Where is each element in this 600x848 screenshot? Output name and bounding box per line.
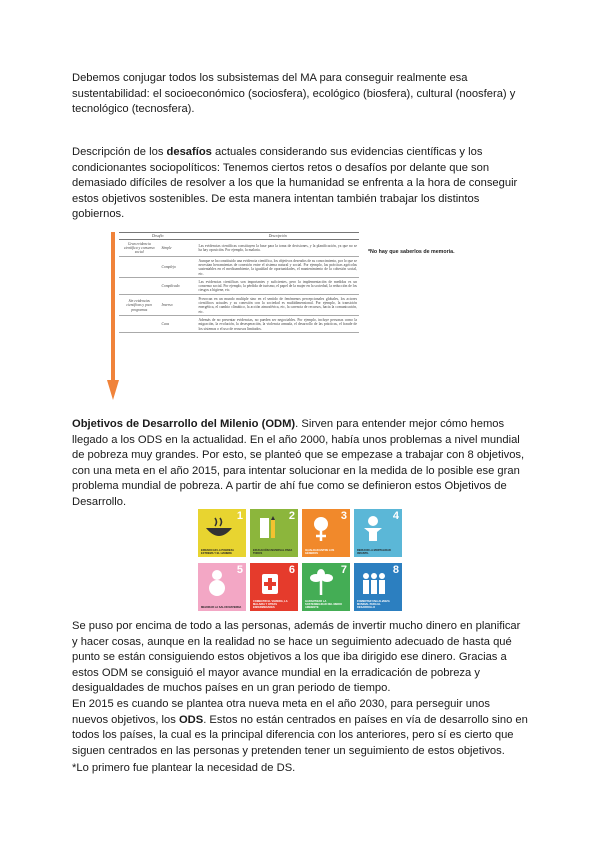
mdg-heading: Objetivos de Desarrollo del Milenio (ODM) <box>72 418 296 430</box>
mdg-goal-tile <box>250 563 298 611</box>
group-cell <box>119 257 160 278</box>
goal-label: EDUCACIÓN UNIVERSAL PARA TODOS <box>253 549 293 555</box>
goal-number: 5 <box>236 564 243 576</box>
description-cell: Aunque se ha constituido una evidencia científica, los objetivos deseados de su conocimiento, por lo que se necesitan herramientas de conexión entre el sistema natural y social. Por ejemplo, las prácticas agrícolas sustentables en el medioambiente, la igualdad de oportunidades, el mantenimiento de la cohesión social, etc. <box>196 257 359 278</box>
type-cell: Complejo <box>160 257 197 278</box>
group-cell: Gran evidencia científica y consenso social <box>119 240 160 257</box>
description-cell: Provocan en un mundo multiple sino en el sentido de fenómenos percepcionales globales, los actores científicos actuales y su conexión con la sociedad es multidimensional. Por ejemplo, la transición energética, el cambio climático, la acción atmosférica, etc, la carencia de recursos, hacia la comunicación, etc. <box>196 295 359 316</box>
type-cell: Simple <box>160 240 197 257</box>
footnote-paragraph <box>72 761 528 777</box>
people-icon <box>358 568 392 598</box>
table-row <box>119 257 359 278</box>
goal-number: 4 <box>392 510 399 522</box>
table-row <box>119 295 359 316</box>
challenges-keyword: desafíos <box>166 146 212 158</box>
goal-label: ERRADICAR LA POBREZA EXTREMA Y EL HAMBRE <box>201 549 234 555</box>
mdg-goal-tile <box>302 509 350 557</box>
mdg-goal-tile <box>250 509 298 557</box>
mdg-goal-tile <box>302 563 350 611</box>
group-cell <box>119 316 160 333</box>
goal-number: 3 <box>340 510 347 522</box>
mdg-paragraph <box>72 417 528 511</box>
goal-label: GARANTIZAR LA SOSTENIBILIDAD DEL MEDIO AMBIENTE <box>305 600 342 609</box>
mdg-goal-tile <box>198 509 246 557</box>
mdg-goal-tile <box>354 563 402 611</box>
side-note: *No hay que saberlos de memoria. <box>368 249 455 255</box>
description-cell: Además de no presentar evidencias, no pueden ser negociables. Por ejemplo, incluye personas como la migración, la evolución, la desesperación, la violencia armada, el desarrollo de las prácticas, el fraude de los sistemas o el uso de recursos limitados. <box>196 316 359 333</box>
group-cell: Sin evidencias científicas y poco programas <box>119 295 160 316</box>
type-cell: Inverso <box>160 295 197 316</box>
type-cell: Caos <box>160 316 197 333</box>
group-cell <box>119 278 160 295</box>
bowl-icon <box>202 514 236 544</box>
description-cell: Las evidencias científicas son importantes y suficientes, pero la implementación de medidas es un consenso social. Por ejemplo, la pérdida de turismo, el papel de la mujer en la sociedad, la reducción de los riesgos a higiene, etc. <box>196 278 359 295</box>
table-row <box>119 278 359 295</box>
goal-number: 8 <box>392 564 399 576</box>
mdg-text: . Sirven para entender mejor cómo hemos llegado a los ODS en la actualidad. En el año 2000, había unos problemas a nivel mundial de pobreza muy grandes. Por esto, se planteó que se empezase a trabajar con 8 objetivos, con una meta en el año 2015, para intentar solucionar en la medida de lo posible ese gran problema mundial de pobreza. A partir de ahí fue como se definieron estos Objetivos de Desarrollo. <box>72 418 525 508</box>
intro-paragraph <box>72 71 528 118</box>
challenges-figure <box>107 230 359 402</box>
goal-label: FOMENTAR UNA ALIANZA MUNDIAL PARA EL DESARROLLO <box>357 600 390 609</box>
table-header-challenge: Desafío <box>119 233 196 240</box>
mdg-goal-tile <box>354 509 402 557</box>
child-icon <box>358 514 392 544</box>
challenges-pre: Descripción de los <box>72 146 167 158</box>
leaf-icon <box>306 568 340 598</box>
goal-number: 1 <box>236 510 243 522</box>
female-icon <box>306 514 340 544</box>
mdg-goal-tile <box>198 563 246 611</box>
challenges-post: actuales considerando sus evidencias científicas y los condicionantes sociopolíticos: Tenemos ciertos retos o desafíos por delante que son demasiado difíciles de resolver a los que la humanidad se enfrenta a la hora de conseguir estos objetivos sostenibles. De esta manera intentan también trabajar los distintos gobiernos. <box>72 146 518 221</box>
goal-label: MEJORAR LA SALUD MATERNA <box>201 606 242 609</box>
book-icon <box>254 514 288 544</box>
down-arrow-icon <box>107 230 119 402</box>
table-row <box>119 240 359 257</box>
table-row <box>119 316 359 333</box>
goal-number: 7 <box>340 564 347 576</box>
goal-label: REDUCIR LA MORTALIDAD INFANTIL <box>357 549 391 555</box>
ods-keyword: ODS <box>178 713 204 726</box>
results-paragraph <box>72 619 528 759</box>
footnote-text: *Lo primero fue plantear la necesidad de DS. <box>72 762 296 774</box>
goal-number: 2 <box>288 510 295 522</box>
description-cell: Las evidencias científicas constituyen la base para la toma de decisiones, y la planificación, ya que no se ha hay oposición. Por ejemplo, la malaria. <box>196 240 359 257</box>
challenges-paragraph <box>72 145 528 223</box>
mdg-goals-grid <box>198 509 402 611</box>
goal-number: 6 <box>288 564 295 576</box>
type-cell: Complicado <box>160 278 197 295</box>
table-header-description: Descripción <box>196 233 359 240</box>
mother-icon <box>202 568 236 598</box>
medicine-icon <box>254 568 288 598</box>
intro-text: Debemos conjugar todos los subsistemas del MA para conseguir realmente esa sustentabilidad: el socioeconómico (sociosfera), ecológico (biosfera), cultural (noosfera) y tecnológico (tecnosfera). <box>72 72 516 116</box>
goal-label: COMBATIR EL VIH/SIDA, LA MALARIA Y OTRAS ENFERMEDADES <box>253 600 288 609</box>
challenges-table <box>119 232 359 333</box>
ods-pre: En 2015 es cuando se plantea otra nueva meta en el año 2030, para perseguir unos nuevos objetivos, los <box>72 697 490 726</box>
goal-label: IGUALDAD ENTRE LOS GÉNEROS <box>305 549 335 555</box>
ods-post: . Estos no están centrados en países en vía de desarrollo sino en todos los países, la cual es la principal diferencia con los anteriores, pero sí es cierto que siguen centrados en las personas y pretenden tener un seguimiento de estos objetivos. <box>72 713 528 757</box>
results-text: Se puso por encima de todo a las personas, además de invertir mucho dinero en planificar y hacer cosas, aunque en la realidad no se hace un seguimiento adecuado de hasta qué punto se están consiguiendo estos objetivos a los que iba dirigido ese dinero. Gracias a estos ODM se consiguió el mayor avance mundial en la erradicación de pobreza y desigualdades de muchos países en un gran periodo de tiempo. <box>72 620 521 695</box>
